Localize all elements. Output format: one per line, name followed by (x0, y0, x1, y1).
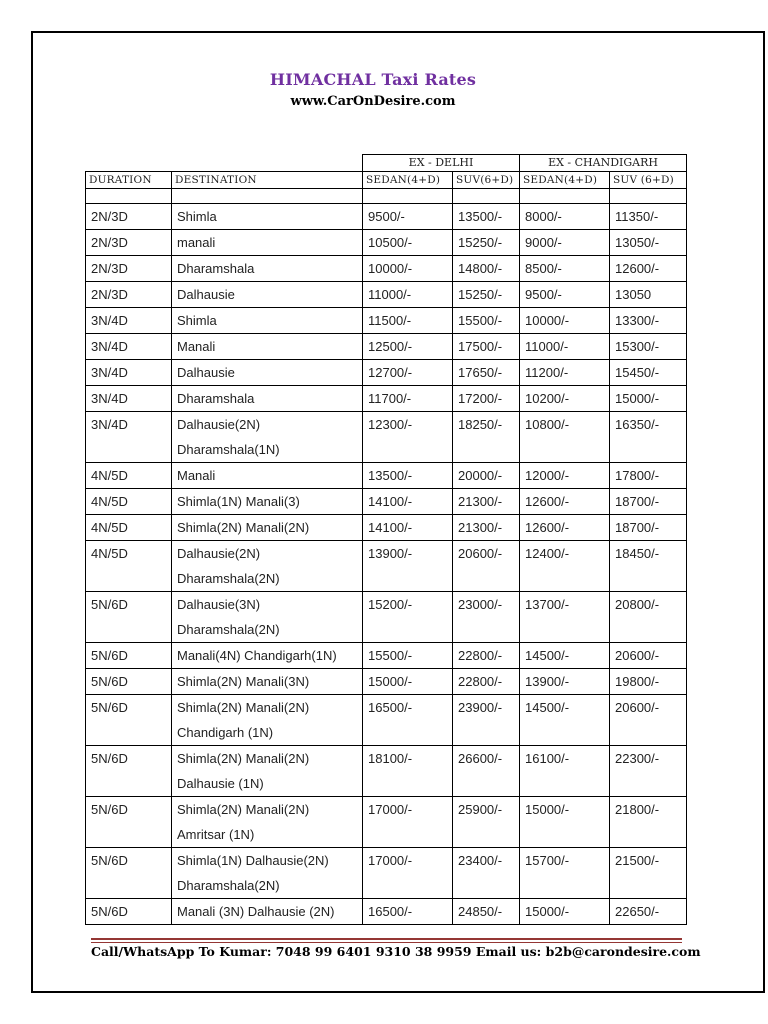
chandigarh-suv-cell: 15450/- (610, 360, 687, 386)
chandigarh-suv-cell: 22300/- (610, 746, 687, 797)
delhi-suv-cell: 24850/- (453, 899, 520, 925)
delhi-sedan-cell: 10000/- (363, 256, 453, 282)
destination-cell (172, 308, 363, 334)
destination-line: Dalhausie (177, 287, 235, 302)
table-row (86, 204, 687, 230)
chandigarh-suv-cell: 18700/- (610, 515, 687, 541)
delhi-sedan-cell: 14100/- (363, 489, 453, 515)
chandigarh-sedan-cell: 12600/- (520, 515, 610, 541)
destination-line: Dalhausie(2N) (177, 417, 261, 432)
chandigarh-suv-cell: 17800/- (610, 463, 687, 489)
delhi-suv-cell: 20600/- (453, 541, 520, 592)
footer-rule-thin (91, 942, 682, 943)
chandigarh-suv-cell: 20600/- (610, 643, 687, 669)
table-row (86, 899, 687, 925)
destination-cell (172, 669, 363, 695)
chandigarh-sedan-cell: 12400/- (520, 541, 610, 592)
chandigarh-sedan-cell: 11200/- (520, 360, 610, 386)
destination-line: Dharamshala(2N) (177, 622, 280, 637)
delhi-sedan-cell: 15200/- (363, 592, 453, 643)
chandigarh-suv-cell: 12600/- (610, 256, 687, 282)
delhi-suv-cell: 22800/- (453, 643, 520, 669)
table-row (86, 463, 687, 489)
destination-line: Shimla(2N) Manali(2N) (177, 700, 310, 715)
table-row (86, 592, 687, 643)
chandigarh-suv-cell: 22650/- (610, 899, 687, 925)
table-row (86, 230, 687, 256)
destination-line: Dharamshala (177, 261, 255, 276)
duration-cell: 4N/5D (86, 463, 172, 489)
delhi-suv-cell: 26600/- (453, 746, 520, 797)
destination-line: Dharamshala(1N) (177, 442, 280, 457)
header-duration: DURATION (86, 172, 172, 189)
chandigarh-sedan-cell: 9000/- (520, 230, 610, 256)
table-row (86, 308, 687, 334)
destination-line: Manali (177, 468, 216, 483)
destination-cell (172, 334, 363, 360)
destination-line: Manali(4N) Chandigarh(1N) (177, 648, 337, 663)
delhi-sedan-cell: 10500/- (363, 230, 453, 256)
chandigarh-suv-cell: 13050 (610, 282, 687, 308)
chandigarh-sedan-cell: 13900/- (520, 669, 610, 695)
chandigarh-sedan-cell: 12600/- (520, 489, 610, 515)
destination-line: Shimla(2N) Manali(2N) (177, 802, 310, 817)
destination-cell (172, 230, 363, 256)
destination-cell (172, 463, 363, 489)
destination-cell (172, 360, 363, 386)
group-header-row (86, 155, 687, 172)
destination-cell (172, 746, 363, 797)
duration-cell: 2N/3D (86, 204, 172, 230)
table-row (86, 746, 687, 797)
chandigarh-suv-cell: 18450/- (610, 541, 687, 592)
delhi-suv-cell: 23400/- (453, 848, 520, 899)
table-row (86, 334, 687, 360)
delhi-suv-cell: 13500/- (453, 204, 520, 230)
destination-line: Dharamshala(2N) (177, 878, 280, 893)
destination-cell (172, 695, 363, 746)
chandigarh-suv-cell: 13050/- (610, 230, 687, 256)
chandigarh-sedan-cell: 10200/- (520, 386, 610, 412)
duration-cell: 5N/6D (86, 899, 172, 925)
chandigarh-suv-cell: 20600/- (610, 695, 687, 746)
spacer-row (86, 189, 687, 204)
chandigarh-sedan-cell: 8000/- (520, 204, 610, 230)
chandigarh-suv-cell: 18700/- (610, 489, 687, 515)
chandigarh-sedan-cell: 10800/- (520, 412, 610, 463)
chandigarh-suv-cell: 21800/- (610, 797, 687, 848)
destination-cell (172, 412, 363, 463)
chandigarh-suv-cell: 21500/- (610, 848, 687, 899)
delhi-sedan-cell: 12700/- (363, 360, 453, 386)
delhi-sedan-cell: 17000/- (363, 797, 453, 848)
delhi-sedan-cell: 13900/- (363, 541, 453, 592)
table-row (86, 848, 687, 899)
delhi-suv-cell: 15250/- (453, 282, 520, 308)
chandigarh-suv-cell: 15300/- (610, 334, 687, 360)
delhi-suv-cell: 18250/- (453, 412, 520, 463)
delhi-sedan-cell: 13500/- (363, 463, 453, 489)
rates-table (85, 154, 687, 925)
table-row (86, 695, 687, 746)
duration-cell: 5N/6D (86, 848, 172, 899)
delhi-sedan-cell: 16500/- (363, 899, 453, 925)
chandigarh-suv-cell: 19800/- (610, 669, 687, 695)
table-row (86, 489, 687, 515)
contact-footer: Call/WhatsApp To Kumar: 7048 99 6401 9310 38 9959 Email us: b2b@carondesire.com (91, 944, 701, 959)
destination-line: Dharamshala (177, 391, 255, 406)
page-title: HIMACHAL Taxi Rates (269, 70, 477, 89)
duration-cell: 5N/6D (86, 592, 172, 643)
destination-line: Shimla(1N) Manali(3) (177, 494, 300, 509)
destination-line: Amritsar (1N) (177, 827, 255, 842)
column-header-row (86, 172, 687, 189)
delhi-suv-cell: 14800/- (453, 256, 520, 282)
destination-line: Dharamshala(2N) (177, 571, 280, 586)
duration-cell: 5N/6D (86, 643, 172, 669)
delhi-suv-cell: 23000/- (453, 592, 520, 643)
delhi-sedan-cell: 17000/- (363, 848, 453, 899)
table-row (86, 360, 687, 386)
duration-cell: 4N/5D (86, 515, 172, 541)
delhi-suv-cell: 17200/- (453, 386, 520, 412)
table-row (86, 669, 687, 695)
duration-cell: 5N/6D (86, 695, 172, 746)
destination-line: manali (177, 235, 216, 250)
duration-cell: 5N/6D (86, 797, 172, 848)
destination-cell (172, 515, 363, 541)
chandigarh-sedan-cell: 11000/- (520, 334, 610, 360)
destination-cell (172, 489, 363, 515)
destination-cell (172, 204, 363, 230)
header-chandigarh-suv: SUV (6+D) (610, 172, 687, 189)
destination-cell (172, 848, 363, 899)
destination-line: Shimla (177, 313, 217, 328)
duration-cell: 4N/5D (86, 541, 172, 592)
chandigarh-sedan-cell: 13700/- (520, 592, 610, 643)
delhi-suv-cell: 25900/- (453, 797, 520, 848)
chandigarh-sedan-cell: 12000/- (520, 463, 610, 489)
delhi-suv-cell: 15500/- (453, 308, 520, 334)
chandigarh-sedan-cell: 8500/- (520, 256, 610, 282)
duration-cell: 2N/3D (86, 282, 172, 308)
destination-line: Dalhausie (177, 365, 235, 380)
header-destination: DESTINATION (172, 172, 363, 189)
destination-line: Manali (177, 339, 216, 354)
duration-cell: 3N/4D (86, 412, 172, 463)
duration-cell: 4N/5D (86, 489, 172, 515)
destination-line: Dalhausie(2N) (177, 546, 261, 561)
destination-line: Manali (3N) Dalhausie (2N) (177, 904, 335, 919)
table-row (86, 515, 687, 541)
delhi-sedan-cell: 11500/- (363, 308, 453, 334)
website-link[interactable]: www.CarOnDesire.com (290, 94, 456, 109)
chandigarh-sedan-cell: 16100/- (520, 746, 610, 797)
chandigarh-suv-cell: 11350/- (610, 204, 687, 230)
destination-line: Dalhausie (1N) (177, 776, 264, 791)
header-chandigarh-sedan: SEDAN(4+D) (520, 172, 610, 189)
delhi-sedan-cell: 11700/- (363, 386, 453, 412)
destination-cell (172, 797, 363, 848)
delhi-sedan-cell: 18100/- (363, 746, 453, 797)
delhi-sedan-cell: 15500/- (363, 643, 453, 669)
delhi-sedan-cell: 11000/- (363, 282, 453, 308)
delhi-sedan-cell: 14100/- (363, 515, 453, 541)
delhi-sedan-cell: 9500/- (363, 204, 453, 230)
destination-cell (172, 541, 363, 592)
destination-cell (172, 592, 363, 643)
delhi-suv-cell: 23900/- (453, 695, 520, 746)
table-row (86, 797, 687, 848)
destination-line: Shimla(2N) Manali(3N) (177, 674, 310, 689)
delhi-sedan-cell: 12500/- (363, 334, 453, 360)
delhi-suv-cell: 15250/- (453, 230, 520, 256)
group-header-ex-delhi: EX - DELHI (363, 155, 520, 172)
chandigarh-sedan-cell: 14500/- (520, 695, 610, 746)
duration-cell: 3N/4D (86, 308, 172, 334)
destination-line: Shimla(2N) Manali(2N) (177, 751, 310, 766)
destination-cell (172, 256, 363, 282)
chandigarh-sedan-cell: 15000/- (520, 797, 610, 848)
table-row (86, 282, 687, 308)
delhi-suv-cell: 21300/- (453, 489, 520, 515)
group-header-ex-chandigarh: EX - CHANDIGARH (520, 155, 687, 172)
header-delhi-suv: SUV(6+D) (453, 172, 520, 189)
chandigarh-sedan-cell: 15700/- (520, 848, 610, 899)
document-page (31, 31, 765, 993)
duration-cell: 3N/4D (86, 334, 172, 360)
delhi-suv-cell: 21300/- (453, 515, 520, 541)
delhi-suv-cell: 17500/- (453, 334, 520, 360)
destination-cell (172, 386, 363, 412)
chandigarh-sedan-cell: 14500/- (520, 643, 610, 669)
table-row (86, 256, 687, 282)
chandigarh-sedan-cell: 15000/- (520, 899, 610, 925)
table-row (86, 643, 687, 669)
destination-cell (172, 282, 363, 308)
chandigarh-sedan-cell: 10000/- (520, 308, 610, 334)
delhi-suv-cell: 22800/- (453, 669, 520, 695)
duration-cell: 5N/6D (86, 746, 172, 797)
footer-rule-thick (91, 938, 682, 940)
chandigarh-suv-cell: 16350/- (610, 412, 687, 463)
destination-line: Chandigarh (1N) (177, 725, 274, 740)
table-row (86, 412, 687, 463)
header-delhi-sedan: SEDAN(4+D) (363, 172, 453, 189)
delhi-suv-cell: 17650/- (453, 360, 520, 386)
destination-cell (172, 899, 363, 925)
duration-cell: 2N/3D (86, 230, 172, 256)
duration-cell: 5N/6D (86, 669, 172, 695)
destination-line: Dalhausie(3N) (177, 597, 261, 612)
table-row (86, 541, 687, 592)
delhi-sedan-cell: 16500/- (363, 695, 453, 746)
delhi-sedan-cell: 15000/- (363, 669, 453, 695)
destination-line: Shimla(2N) Manali(2N) (177, 520, 310, 535)
duration-cell: 3N/4D (86, 386, 172, 412)
chandigarh-suv-cell: 20800/- (610, 592, 687, 643)
delhi-suv-cell: 20000/- (453, 463, 520, 489)
destination-line: Shimla (177, 209, 217, 224)
table-row (86, 386, 687, 412)
chandigarh-suv-cell: 13300/- (610, 308, 687, 334)
duration-cell: 3N/4D (86, 360, 172, 386)
duration-cell: 2N/3D (86, 256, 172, 282)
delhi-sedan-cell: 12300/- (363, 412, 453, 463)
destination-cell (172, 643, 363, 669)
destination-line: Shimla(1N) Dalhausie(2N) (177, 853, 329, 868)
chandigarh-suv-cell: 15000/- (610, 386, 687, 412)
chandigarh-sedan-cell: 9500/- (520, 282, 610, 308)
